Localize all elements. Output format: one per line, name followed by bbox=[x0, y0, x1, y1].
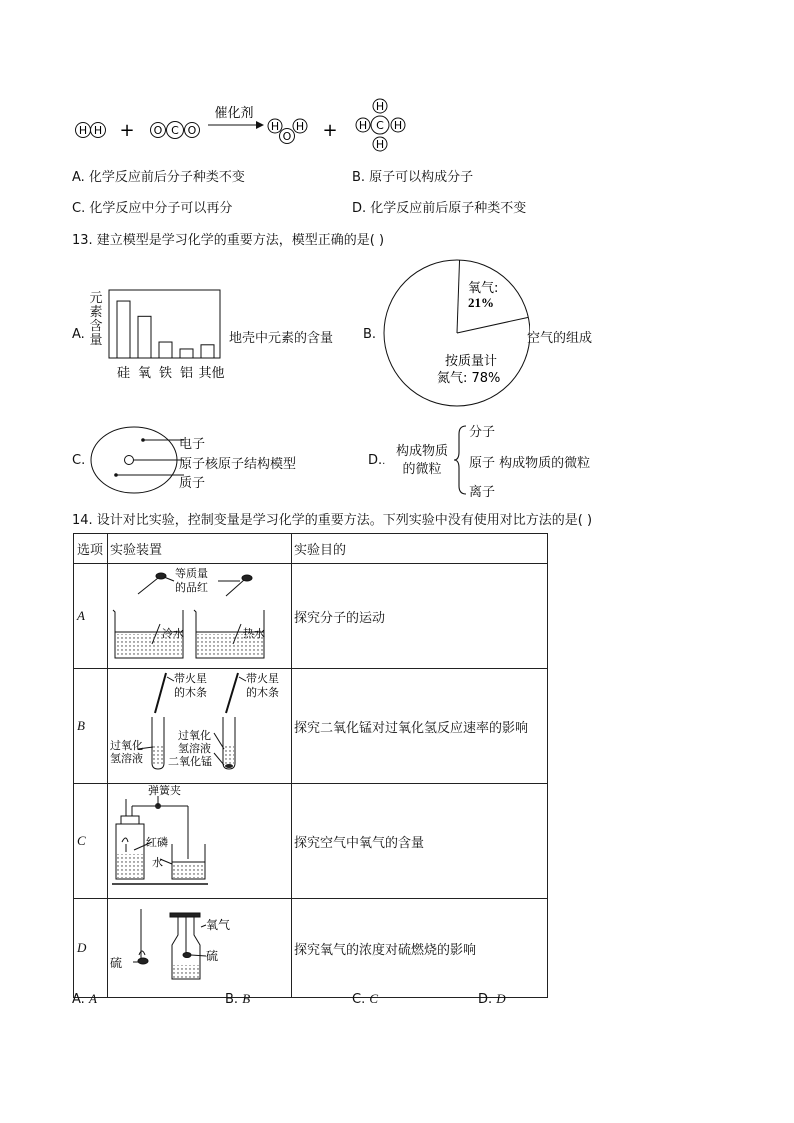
pie-label-nitrogen: 氮气: 78% bbox=[437, 371, 501, 386]
arrow-head bbox=[256, 121, 264, 129]
apparatus-c-oxygen-content bbox=[108, 784, 289, 894]
svg-text:弹簧夹: 弹簧夹 bbox=[148, 784, 181, 797]
table-row bbox=[74, 899, 548, 998]
svg-text:的品红: 的品红 bbox=[175, 581, 208, 594]
header-purpose: 实验目的 bbox=[292, 534, 548, 564]
atom-model-caption: 原子结构模型 bbox=[218, 457, 297, 472]
svg-text:过氧化: 过氧化 bbox=[110, 739, 143, 752]
label-proton: 质子 bbox=[179, 476, 206, 491]
svg-text:二氧化锰: 二氧化锰 bbox=[168, 755, 212, 768]
atom-label: H bbox=[93, 124, 103, 137]
apparatus-a-beakers bbox=[108, 564, 289, 664]
question-14-stem: 14. 设计对比实验，控制变量是学习化学的重要方法。下列实验中没有使用对比方法的是( ) bbox=[72, 513, 593, 528]
svg-text:氧气: 氧气 bbox=[206, 918, 231, 932]
nucleus-circle bbox=[125, 456, 134, 465]
pie-label-oxygen: 氧气: bbox=[468, 281, 499, 296]
svg-text:C: C bbox=[376, 119, 384, 132]
apparatus-b-test-tubes bbox=[108, 669, 289, 779]
reaction-equation bbox=[60, 95, 440, 155]
purpose-cell: 探究分子的运动 bbox=[292, 564, 548, 669]
header-option: 选项 bbox=[74, 534, 108, 564]
purpose-cell: 探究氧气的浓度对硫燃烧的影响 bbox=[292, 899, 548, 998]
pie-sector-edge bbox=[457, 260, 460, 333]
pie-note-mass: 按质量计 bbox=[445, 354, 498, 369]
option-b-12: B. 原子可以构成分子 bbox=[352, 170, 474, 185]
svg-text:硫: 硫 bbox=[206, 949, 219, 963]
crust-element-bar-chart bbox=[108, 288, 228, 383]
row-option: D bbox=[74, 899, 108, 998]
svg-text:硫: 硫 bbox=[110, 956, 123, 970]
svg-text:H: H bbox=[358, 119, 368, 132]
svg-text:带火星: 带火星 bbox=[246, 672, 279, 685]
bar-label: 铁 bbox=[158, 366, 173, 381]
table-header-row bbox=[74, 534, 548, 564]
svg-text:H: H bbox=[295, 120, 305, 133]
svg-text:O: O bbox=[282, 130, 292, 143]
question-13-stem: 13. 建立模型是学习化学的重要方法，模型正确的是( ) bbox=[72, 233, 385, 248]
svg-text:热水: 热水 bbox=[243, 627, 265, 640]
svg-text:带火星: 带火星 bbox=[174, 672, 207, 685]
reaction-diagram bbox=[60, 95, 440, 155]
table-row bbox=[74, 784, 548, 899]
option-d-letter: D.. bbox=[368, 453, 386, 468]
answer-b: B. B bbox=[225, 991, 251, 1007]
apparatus-cell bbox=[108, 564, 292, 669]
table-row bbox=[74, 669, 548, 784]
row-option: C bbox=[74, 784, 108, 899]
answer-d: D. D bbox=[478, 991, 506, 1007]
particle-atom: 原子 构成物质的微粒 bbox=[469, 456, 591, 471]
catalyst-label: 催化剂 bbox=[214, 106, 254, 121]
bar-label: 硅 bbox=[116, 366, 131, 381]
table-row bbox=[74, 564, 548, 669]
bar-label: 铝 bbox=[179, 366, 194, 381]
particle-molecule: 分子 bbox=[469, 425, 496, 440]
particle-category-label: 构成物质 的微粒 bbox=[395, 444, 448, 477]
bar-硅 bbox=[117, 301, 130, 358]
apparatus-d-sulfur-burning bbox=[108, 899, 289, 993]
bar-chart-ylabel: 元 素 含 量 bbox=[89, 291, 103, 348]
answer-a: A. A bbox=[72, 991, 97, 1007]
label-electron: 电子 bbox=[179, 437, 206, 452]
svg-text:等质量: 等质量 bbox=[175, 567, 208, 580]
bar-chart-caption: 地壳中元素的含量 bbox=[229, 331, 334, 346]
option-a-letter: A. bbox=[72, 327, 85, 342]
svg-text:H: H bbox=[270, 120, 280, 133]
curly-brace-icon bbox=[453, 424, 469, 496]
bar-chart-frame bbox=[109, 290, 220, 358]
bar-氧 bbox=[138, 316, 151, 358]
air-composition-pie-chart bbox=[380, 255, 530, 411]
option-c-12: C. 化学反应中分子可以再分 bbox=[72, 201, 233, 216]
svg-text:冷水: 冷水 bbox=[162, 627, 184, 640]
particle-caption: 构成物质的微粒 bbox=[499, 456, 591, 471]
row-option: A bbox=[74, 564, 108, 669]
option-d-12: D. 化学反应前后原子种类不变 bbox=[352, 201, 527, 216]
svg-text:过氧化: 过氧化 bbox=[178, 729, 211, 742]
svg-text:红磷: 红磷 bbox=[146, 836, 168, 849]
experiment-table bbox=[73, 533, 548, 998]
bar-铝 bbox=[180, 349, 193, 358]
option-b-letter: B. bbox=[363, 327, 377, 342]
svg-text:水: 水 bbox=[152, 856, 163, 869]
svg-text:H: H bbox=[375, 138, 385, 151]
bar-铁 bbox=[159, 342, 172, 358]
atom-label: O bbox=[153, 124, 163, 137]
plus-sign: + bbox=[119, 120, 135, 141]
label-nucleus: 原子核原子结构模型 bbox=[179, 457, 297, 472]
pie-chart-caption: 空气的组成 bbox=[527, 331, 593, 346]
plus-sign: + bbox=[322, 120, 338, 141]
option-a-12: A. 化学反应前后分子种类不变 bbox=[72, 170, 245, 185]
svg-text:H: H bbox=[375, 100, 385, 113]
svg-text:氢溶液: 氢溶液 bbox=[178, 742, 211, 755]
apparatus-cell bbox=[108, 784, 292, 899]
bar-label: 氧 bbox=[137, 366, 152, 381]
svg-text:氢溶液: 氢溶液 bbox=[110, 752, 143, 765]
bar-其他 bbox=[201, 345, 214, 358]
atom-label: C bbox=[171, 124, 179, 137]
pie-value-oxygen: 21% bbox=[468, 295, 494, 310]
svg-text:的木条: 的木条 bbox=[174, 686, 207, 699]
atom-structure-model bbox=[88, 424, 186, 496]
particle-ion: 离子 bbox=[469, 485, 496, 500]
purpose-cell: 探究二氧化锰对过氧化氢反应速率的影响 bbox=[292, 669, 548, 784]
apparatus-cell bbox=[108, 669, 292, 784]
option-c-letter: C. bbox=[72, 453, 86, 468]
pie-sector-edge bbox=[457, 317, 528, 333]
apparatus-cell bbox=[108, 899, 292, 998]
answer-c: C. C bbox=[352, 991, 379, 1007]
header-apparatus: 实验装置 bbox=[108, 534, 292, 564]
atom-label: O bbox=[187, 124, 197, 137]
svg-text:的木条: 的木条 bbox=[246, 686, 279, 699]
row-option: B bbox=[74, 669, 108, 784]
bar-label: 其他 bbox=[198, 366, 225, 381]
atom-label: H bbox=[78, 124, 88, 137]
svg-text:H: H bbox=[393, 119, 403, 132]
purpose-cell: 探究空气中氧气的含量 bbox=[292, 784, 548, 899]
